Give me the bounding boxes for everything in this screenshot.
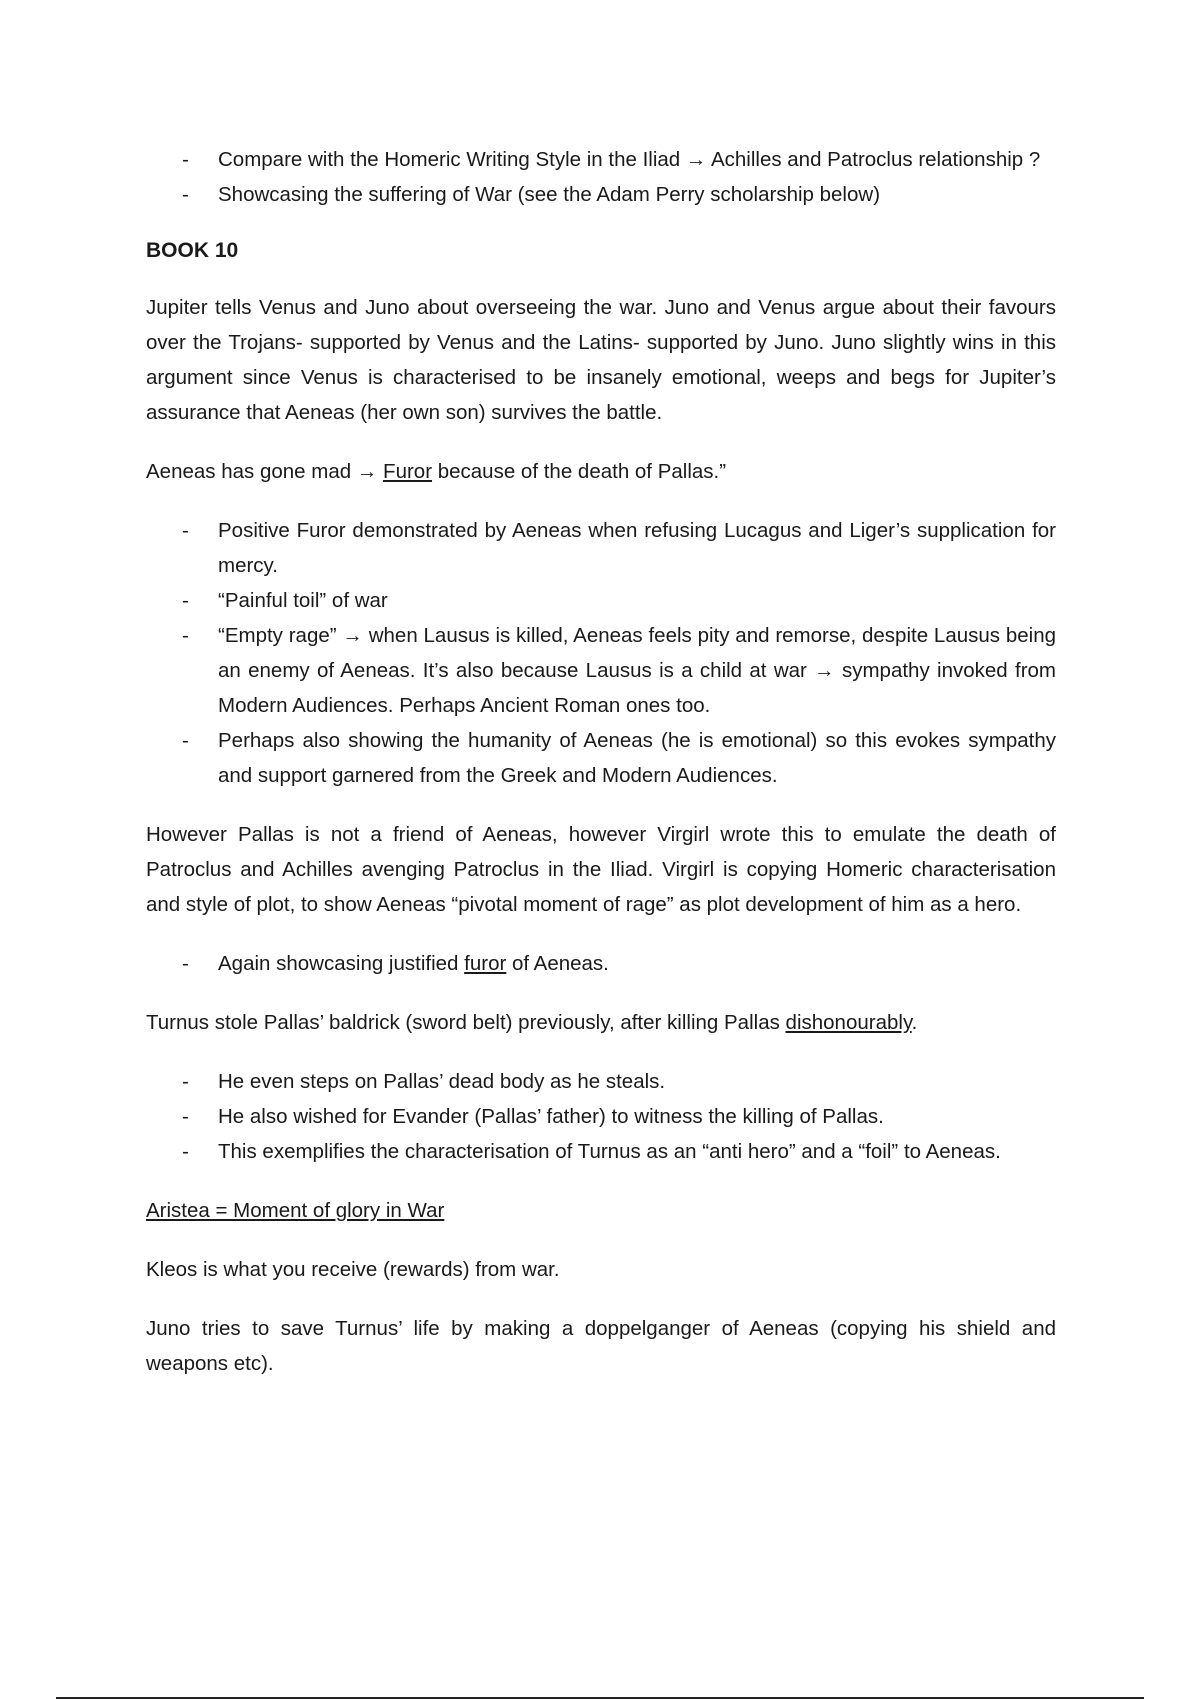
underlined-term-furor: furor [464, 952, 507, 975]
bullet-text: Showcasing the suffering of War (see the Adam Perry scholarship below) [218, 183, 881, 206]
dash-marker: - [182, 519, 189, 542]
underlined-term-furor: Furor [383, 460, 433, 483]
furor-bullet-list [146, 513, 1056, 793]
bullet-text: Perhaps also showing the humanity of Aeneas (he is emotional) so this evokes sympathy and support garnered from the Greek and Modern Audiences. [218, 729, 1056, 787]
page-bottom-rule [56, 1697, 1144, 1699]
dash-marker: - [182, 624, 189, 647]
paragraph-jupiter: Jupiter tells Venus and Juno about overseeing the war. Juno and Venus argue about their favours over the Trojans- supported by Venus and the Latins- supported by Juno. Juno slightly wins in this argument since Venus is characterised to be insanely emotional, weeps and begs for Jupiter’s assurance that Aeneas (her own son) survives the battle. [146, 296, 1056, 424]
paragraph-turnus-baldrick [146, 1005, 1056, 1040]
bullet-text: Positive Furor demonstrated by Aeneas when refusing Lucagus and Liger’s supplication for mercy. [218, 519, 1056, 577]
dash-marker: - [182, 729, 189, 752]
dash-marker: - [182, 589, 189, 612]
aristea-definition [146, 1193, 1056, 1228]
turnus-bullet-list [146, 1064, 1056, 1169]
list-item [146, 177, 1056, 212]
bullet-text: Compare with the Homeric Writing Style in the Iliad → Achilles and Patroclus relationship ? [218, 148, 1041, 171]
section-heading: BOOK 10 [146, 239, 239, 262]
paragraph-juno-doppelganger: Juno tries to save Turnus’ life by making a doppelganger of Aeneas (copying his shield and weapons etc). [146, 1317, 1056, 1375]
text-segment: because of the death of Pallas.” [432, 460, 727, 483]
bullet-text: “Empty rage” → when Lausus is killed, Aeneas feels pity and remorse, despite Lausus being an enemy of Aeneas. It’s also because Lausus is a child at war → sympathy invoked from Modern Audiences. Perhaps Ancient Roman ones too. [218, 624, 1056, 717]
paragraph-aeneas-mad [146, 454, 1056, 489]
paragraph-pallas: However Pallas is not a friend of Aeneas, however Virgirl wrote this to emulate the death of Patroclus and Achilles avenging Patroclus in the Iliad. Virgirl is copying Homeric characterisation and style of plot, to show Aeneas “pivotal moment of rage” as plot development of him as a hero. [146, 823, 1056, 916]
dash-marker: - [182, 952, 189, 975]
bullet-text: “Painful toil” of war [218, 589, 388, 612]
dash-marker: - [182, 1140, 189, 1163]
dash-marker: - [182, 148, 189, 171]
list-item [146, 946, 1056, 981]
bullet-text: He even steps on Pallas’ dead body as he steals. [218, 1070, 666, 1093]
list-item [146, 142, 1056, 177]
list-item [146, 583, 1056, 618]
list-item [146, 1099, 1056, 1134]
underlined-definition: Aristea = Moment of glory in War [146, 1199, 445, 1222]
text-segment: Turnus stole Pallas’ baldrick (sword belt) previously, after killing Pallas [146, 1011, 786, 1034]
list-item [146, 618, 1056, 723]
text-segment: . [911, 1011, 918, 1034]
document-page [146, 142, 1056, 1405]
list-item [146, 1134, 1056, 1169]
dash-marker: - [182, 1070, 189, 1093]
dash-marker: - [182, 183, 189, 206]
again-bullet-list [146, 946, 1056, 981]
text-segment: of Aeneas. [506, 952, 609, 975]
list-item [146, 513, 1056, 583]
bullet-text: He also wished for Evander (Pallas’ father) to witness the killing of Pallas. [218, 1105, 884, 1128]
intro-bullet-list [146, 142, 1056, 212]
bullet-text: This exemplifies the characterisation of Turnus as an “anti hero” and a “foil” to Aeneas. [218, 1140, 1001, 1163]
list-item [146, 1064, 1056, 1099]
text-segment: Again showcasing justified [218, 952, 465, 975]
text-segment: Aeneas has gone mad → [146, 460, 384, 483]
list-item [146, 723, 1056, 793]
dash-marker: - [182, 1105, 189, 1128]
kleos-definition: Kleos is what you receive (rewards) from war. [146, 1258, 560, 1281]
underlined-term-dishonourably: dishonourably [785, 1011, 912, 1034]
